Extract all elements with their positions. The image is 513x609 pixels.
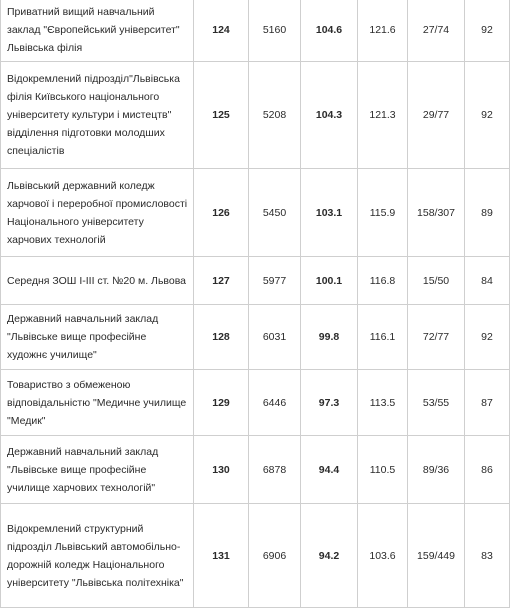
- table-row: [1, 62, 510, 169]
- rank-cell: 131: [194, 504, 249, 608]
- code-cell: 6031: [249, 305, 301, 370]
- ratio-cell: 53/55: [408, 370, 465, 436]
- rank-cell: 128: [194, 305, 249, 370]
- code-cell: 5977: [249, 257, 301, 305]
- percent-cell: 83: [465, 504, 510, 608]
- percent-cell: 92: [465, 305, 510, 370]
- score-cell: 99.8: [301, 305, 358, 370]
- score-cell: 103.1: [301, 169, 358, 257]
- prev-score-cell: 116.8: [358, 257, 408, 305]
- score-cell: 97.3: [301, 370, 358, 436]
- ratio-cell: 15/50: [408, 257, 465, 305]
- code-cell: 6446: [249, 370, 301, 436]
- percent-cell: 89: [465, 169, 510, 257]
- prev-score-cell: 113.5: [358, 370, 408, 436]
- code-cell: 5160: [249, 0, 301, 62]
- prev-score-cell: 103.6: [358, 504, 408, 608]
- code-cell: 6878: [249, 436, 301, 504]
- rank-cell: 125: [194, 62, 249, 169]
- table-row: [1, 504, 510, 608]
- code-cell: 6906: [249, 504, 301, 608]
- table-row: [1, 370, 510, 436]
- ratio-cell: 89/36: [408, 436, 465, 504]
- table-row: [1, 169, 510, 257]
- code-cell: 5450: [249, 169, 301, 257]
- table-row: [1, 305, 510, 370]
- percent-cell: 92: [465, 62, 510, 169]
- rating-table-body: [1, 0, 510, 608]
- school-name: Приватний вищий навчальний заклад "Європейський університет" Львівська філія: [1, 0, 194, 62]
- school-name: Відокремлений підрозділ"Львівська філія Київського національного університету культури і мистецтв" відділення підготовки молодших спеціалістів: [1, 62, 194, 169]
- table-row: [1, 257, 510, 305]
- school-name: Державний навчальний заклад "Львівське вище професійне училище харчових технологій": [1, 436, 194, 504]
- ratio-cell: 27/74: [408, 0, 465, 62]
- percent-cell: 84: [465, 257, 510, 305]
- score-cell: 104.6: [301, 0, 358, 62]
- prev-score-cell: 121.3: [358, 62, 408, 169]
- table-row: [1, 436, 510, 504]
- score-cell: 104.3: [301, 62, 358, 169]
- table-row: [1, 0, 510, 62]
- rank-cell: 124: [194, 0, 249, 62]
- rank-cell: 126: [194, 169, 249, 257]
- school-name: Львівський державний коледж харчової і переробної промисловості Національного університету харчових технологій: [1, 169, 194, 257]
- school-name: Товариство з обмеженою відповідальністю "Медичне училище "Медик": [1, 370, 194, 436]
- prev-score-cell: 110.5: [358, 436, 408, 504]
- score-cell: 94.2: [301, 504, 358, 608]
- percent-cell: 86: [465, 436, 510, 504]
- ratio-cell: 158/307: [408, 169, 465, 257]
- score-cell: 100.1: [301, 257, 358, 305]
- rank-cell: 130: [194, 436, 249, 504]
- percent-cell: 92: [465, 0, 510, 62]
- ratio-cell: 72/77: [408, 305, 465, 370]
- ratio-cell: 159/449: [408, 504, 465, 608]
- rank-cell: 127: [194, 257, 249, 305]
- prev-score-cell: 116.1: [358, 305, 408, 370]
- ratio-cell: 29/77: [408, 62, 465, 169]
- code-cell: 5208: [249, 62, 301, 169]
- school-name: Середня ЗОШ І-ІІІ ст. №20 м. Львова: [1, 257, 194, 305]
- score-cell: 94.4: [301, 436, 358, 504]
- prev-score-cell: 121.6: [358, 0, 408, 62]
- rank-cell: 129: [194, 370, 249, 436]
- school-name: Державний навчальний заклад "Львівське вище професійне художнє училище": [1, 305, 194, 370]
- percent-cell: 87: [465, 370, 510, 436]
- school-name: Відокремлений структурний підрозділ Львівський автомобільно-дорожній коледж Національного університету "Львівська політехніка": [1, 504, 194, 608]
- prev-score-cell: 115.9: [358, 169, 408, 257]
